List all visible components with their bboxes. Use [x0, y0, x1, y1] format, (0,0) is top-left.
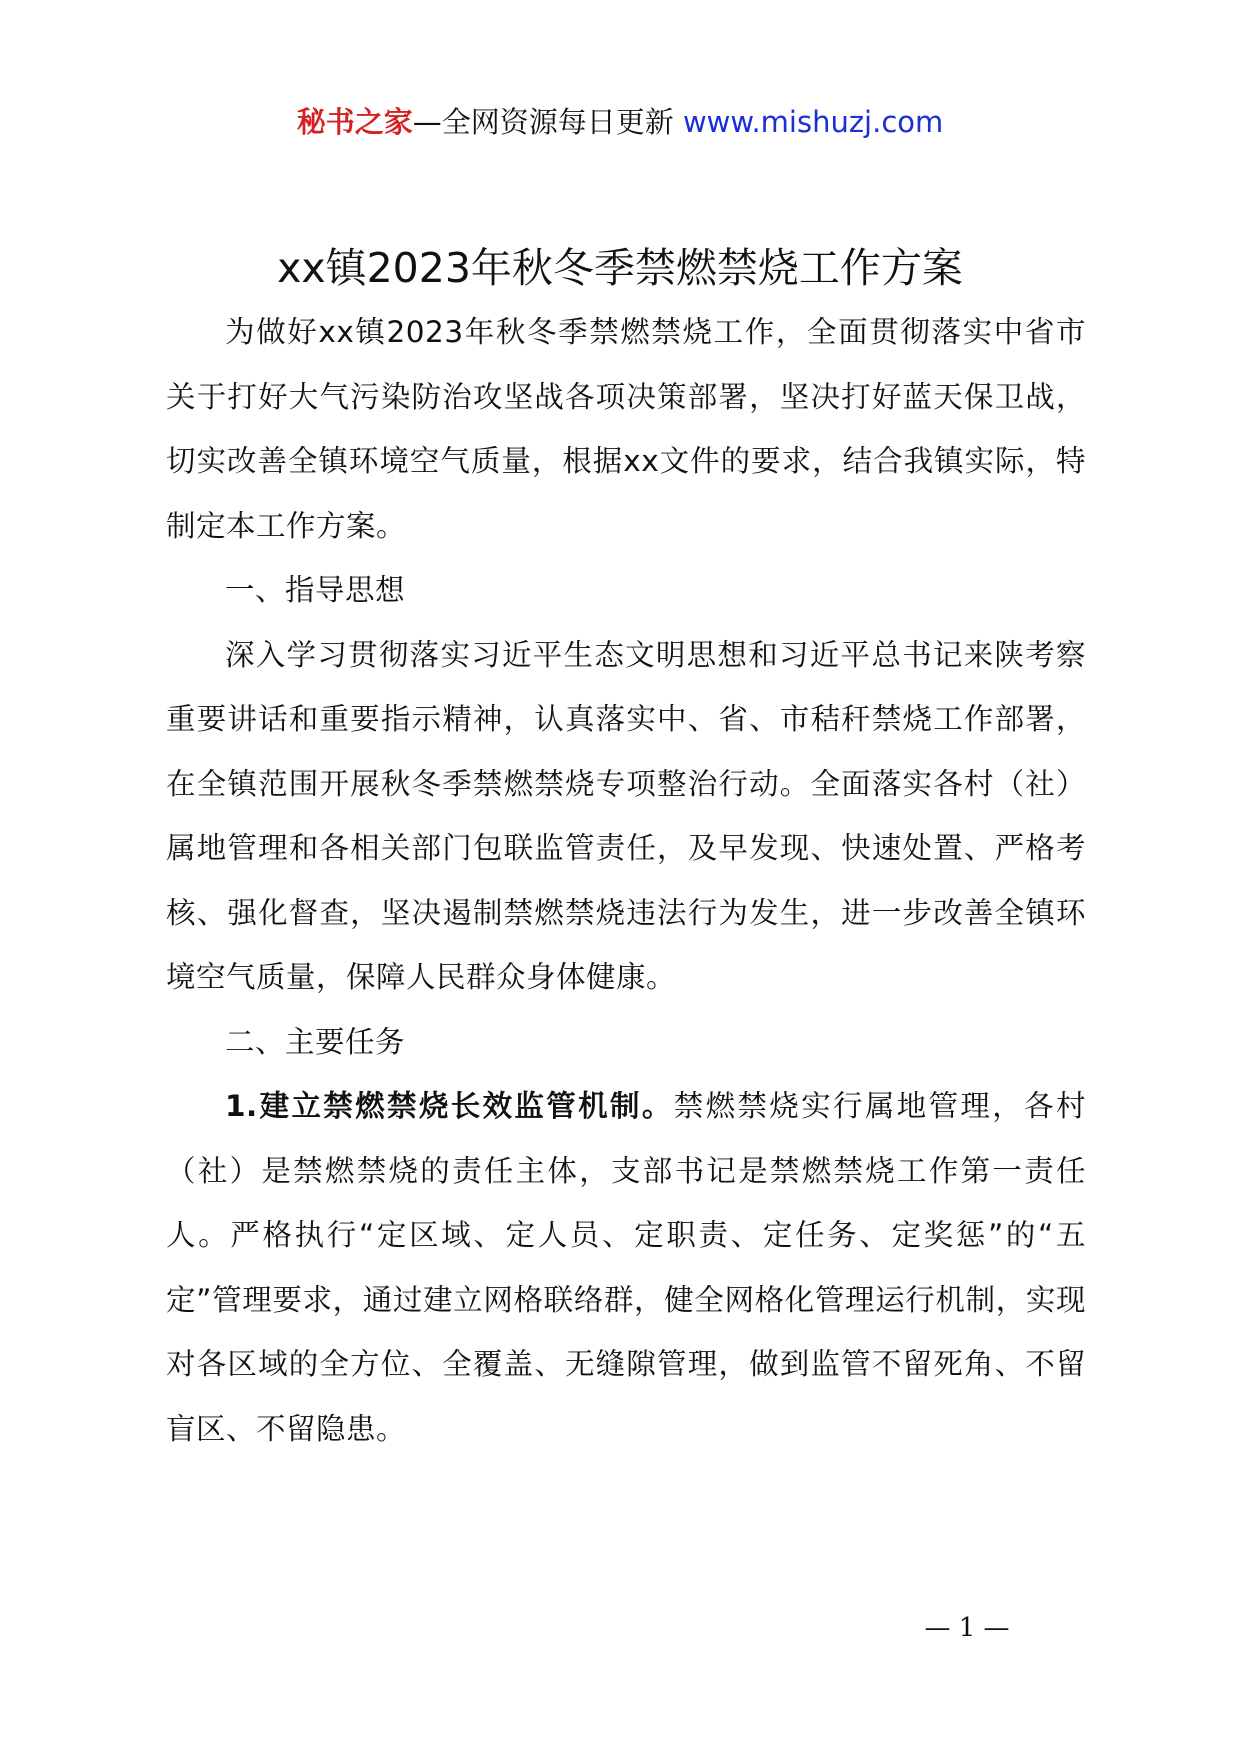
site-url-link[interactable]: www.mishuzj.com	[682, 105, 944, 139]
site-banner	[0, 100, 1240, 144]
task-1-paragraph	[166, 1074, 1086, 1461]
task-1-lead: 1.建立禁燃禁烧长效监管机制。	[225, 1089, 674, 1123]
section-heading-main-tasks: 二、主要任务	[225, 1024, 406, 1059]
site-tagline: —全网资源每日更新	[412, 105, 683, 139]
task-1-text: 禁燃禁烧实行属地管理，各村（社）是禁燃禁烧的责任主体，支部书记是禁燃禁烧工作第一责任人。严格执行“定区域、定人员、定职责、定任务、定奖惩”的“五定”管理要求，通过建立网格联络群，健全网格化管理运行机制，实现对各区域的全方位、全覆盖、无缝隙管理，做到监管不留死角、不留盲区、不留隐患。	[166, 1089, 1086, 1446]
section-heading-guiding-thought: 一、指导思想	[225, 573, 406, 607]
intro-paragraph: 为做好xx镇2023年秋冬季禁燃禁烧工作，全面贯彻落实中省市关于打好大气污染防治攻坚战各项决策部署，坚决打好蓝天保卫战，切实改善全镇环境空气质量，根据xx文件的要求，结合我镇实际，特制定本工作方案。	[166, 315, 1086, 543]
site-brand: 秘书之家	[296, 105, 413, 139]
guiding-thought-paragraph: 深入学习贯彻落实习近平生态文明思想和习近平总书记来陕考察重要讲话和重要指示精神，认真落实中、省、市秸秆禁烧工作部署，在全镇范围开展秋冬季禁燃禁烧专项整治行动。全面落实各村（社）属地管理和各相关部门包联监管责任，及早发现、快速处置、严格考核、强化督查，坚决遏制禁燃禁烧违法行为发生，进一步改善全镇环境空气质量，保障人民群众身体健康。	[166, 637, 1086, 994]
document-title: xx镇2023年秋冬季禁燃禁烧工作方案	[277, 244, 963, 292]
document-body	[166, 300, 1086, 1461]
page-number: — 1 —	[924, 1613, 1010, 1643]
